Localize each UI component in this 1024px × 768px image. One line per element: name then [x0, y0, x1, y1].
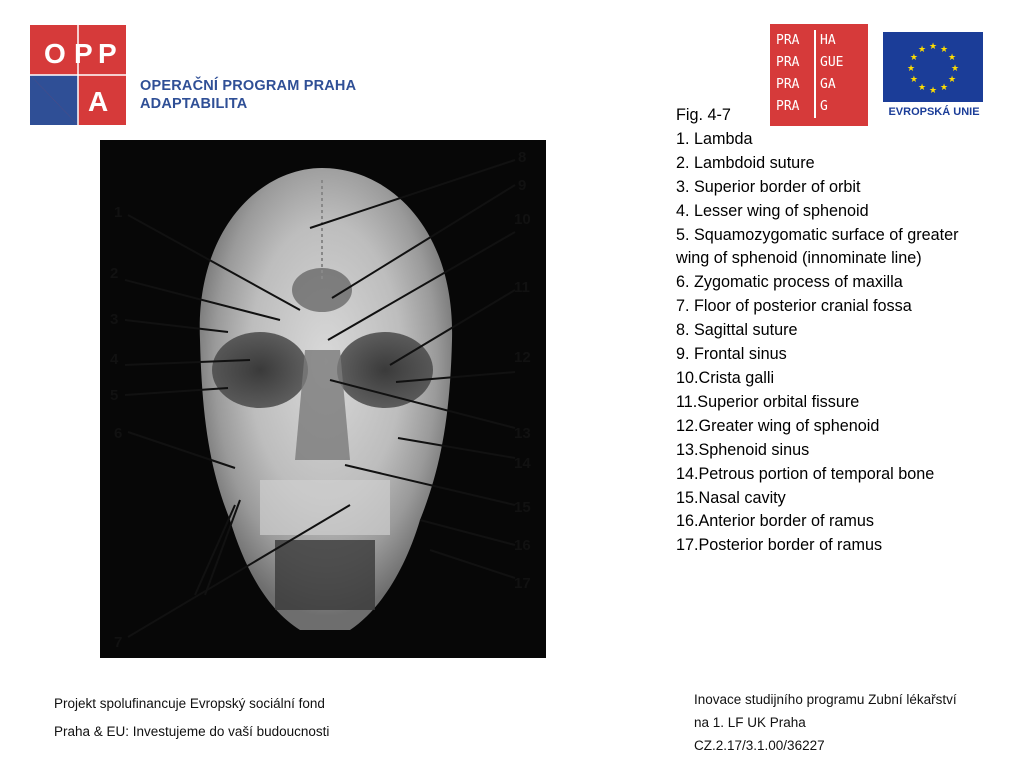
- legend-item: 6. Zygomatic process of maxilla: [676, 273, 903, 292]
- footer-left-line1: Projekt spolufinancuje Evropský sociální fond: [54, 696, 325, 711]
- legend-item: 7. Floor of posterior cranial fossa: [676, 297, 912, 316]
- figure-label: 2: [110, 265, 119, 282]
- legend-item: 16.Anterior border of ramus: [676, 512, 874, 531]
- legend-item: 8. Sagittal suture: [676, 321, 798, 340]
- eu-star-icon: ★: [939, 43, 949, 54]
- legend-item: 2. Lambdoid suture: [676, 153, 815, 172]
- eu-star-icon: ★: [950, 63, 960, 73]
- legend-item: 1. Lambda: [676, 129, 753, 148]
- footer-right: [694, 688, 957, 757]
- praha-cell: GA: [820, 77, 836, 92]
- legend-item: 12.Greater wing of sphenoid: [676, 416, 880, 435]
- legend-item: 9. Frontal sinus: [676, 345, 787, 364]
- program-line1: OPERAČNÍ PROGRAM PRAHA: [140, 78, 357, 94]
- figure-label: 6: [114, 425, 123, 442]
- footer-left-line2: Praha & EU: Investujeme do vaší budoucnosti: [54, 724, 330, 739]
- eu-label: EVROPSKÁ UNIE: [888, 106, 980, 118]
- eu-star-icon: ★: [939, 82, 949, 93]
- figure-label: 12: [514, 349, 531, 366]
- footer-right-line2: na 1. LF UK Praha: [694, 715, 806, 730]
- praha-cell: G: [820, 99, 828, 114]
- footer-left: [54, 690, 329, 746]
- eu-star-icon: ★: [928, 41, 938, 51]
- eu-flag-icon: [883, 32, 983, 102]
- legend-item: 15.Nasal cavity: [676, 488, 786, 507]
- oppa-letter-p2: P: [98, 38, 117, 69]
- praha-cell: HA: [820, 33, 836, 48]
- figure-label: 3: [110, 311, 119, 328]
- eu-star-icon: ★: [928, 85, 938, 95]
- legend-title: Fig. 4-7: [676, 106, 731, 124]
- praha-cell: PRA: [776, 74, 816, 96]
- eu-star-icon: ★: [906, 63, 916, 73]
- program-name: [140, 77, 356, 113]
- legend-item: 13.Sphenoid sinus: [676, 440, 810, 459]
- eu-star-icon: ★: [909, 52, 918, 62]
- figure-label: 7: [114, 634, 123, 651]
- legend-item: 17.Posterior border of ramus: [676, 536, 883, 555]
- legend-item: 14.Petrous portion of temporal bone: [676, 464, 935, 483]
- praha-cell: PRA: [776, 52, 816, 74]
- figure-label: 17: [514, 575, 531, 592]
- figure-label: 1: [114, 204, 123, 221]
- legend-item: 3. Superior border of orbit: [676, 177, 861, 196]
- figure-label: 15: [514, 499, 531, 516]
- figure-label: 16: [514, 537, 531, 554]
- figure-label: 14: [514, 455, 531, 472]
- legend-item: 4. Lesser wing of sphenoid: [676, 201, 869, 220]
- figure-label: 5: [110, 387, 119, 404]
- oppa-letter-a: A: [88, 86, 109, 117]
- skull-xray-figure: [100, 140, 546, 658]
- praha-cell: PRA: [776, 30, 816, 52]
- praha-cell: GUE: [820, 55, 844, 70]
- footer-right-line1: Inovace studijního programu Zubní lékařství: [694, 692, 957, 707]
- oppa-logo: [30, 25, 126, 125]
- program-line2: ADAPTABILITA: [140, 96, 248, 112]
- figure-label: 9: [518, 177, 527, 194]
- figure-legend: [676, 104, 976, 558]
- legend-item: 11.Superior orbital fissure: [676, 392, 860, 411]
- oppa-letter-o: O: [44, 38, 66, 69]
- eu-star-icon: ★: [909, 74, 918, 84]
- oppa-letter-p1: P: [74, 38, 93, 69]
- footer-right-line3: CZ.2.17/3.1.00/36227: [694, 738, 825, 753]
- eu-star-icon: ★: [917, 43, 927, 54]
- praha-cell: PRA: [776, 96, 816, 118]
- eu-star-icon: ★: [948, 74, 957, 84]
- eu-star-icon: ★: [917, 82, 927, 93]
- legend-item: 5. Squamozygomatic surface of greater wing of sphenoid (innominate line): [676, 225, 959, 268]
- legend-item: 10.Crista galli: [676, 368, 775, 387]
- figure-label: 4: [110, 351, 119, 368]
- figure-label: 13: [514, 425, 531, 442]
- figure-label: 8: [518, 149, 527, 166]
- figure-label: 11: [514, 279, 530, 296]
- eu-star-icon: ★: [948, 52, 957, 62]
- figure-label: 10: [514, 211, 531, 228]
